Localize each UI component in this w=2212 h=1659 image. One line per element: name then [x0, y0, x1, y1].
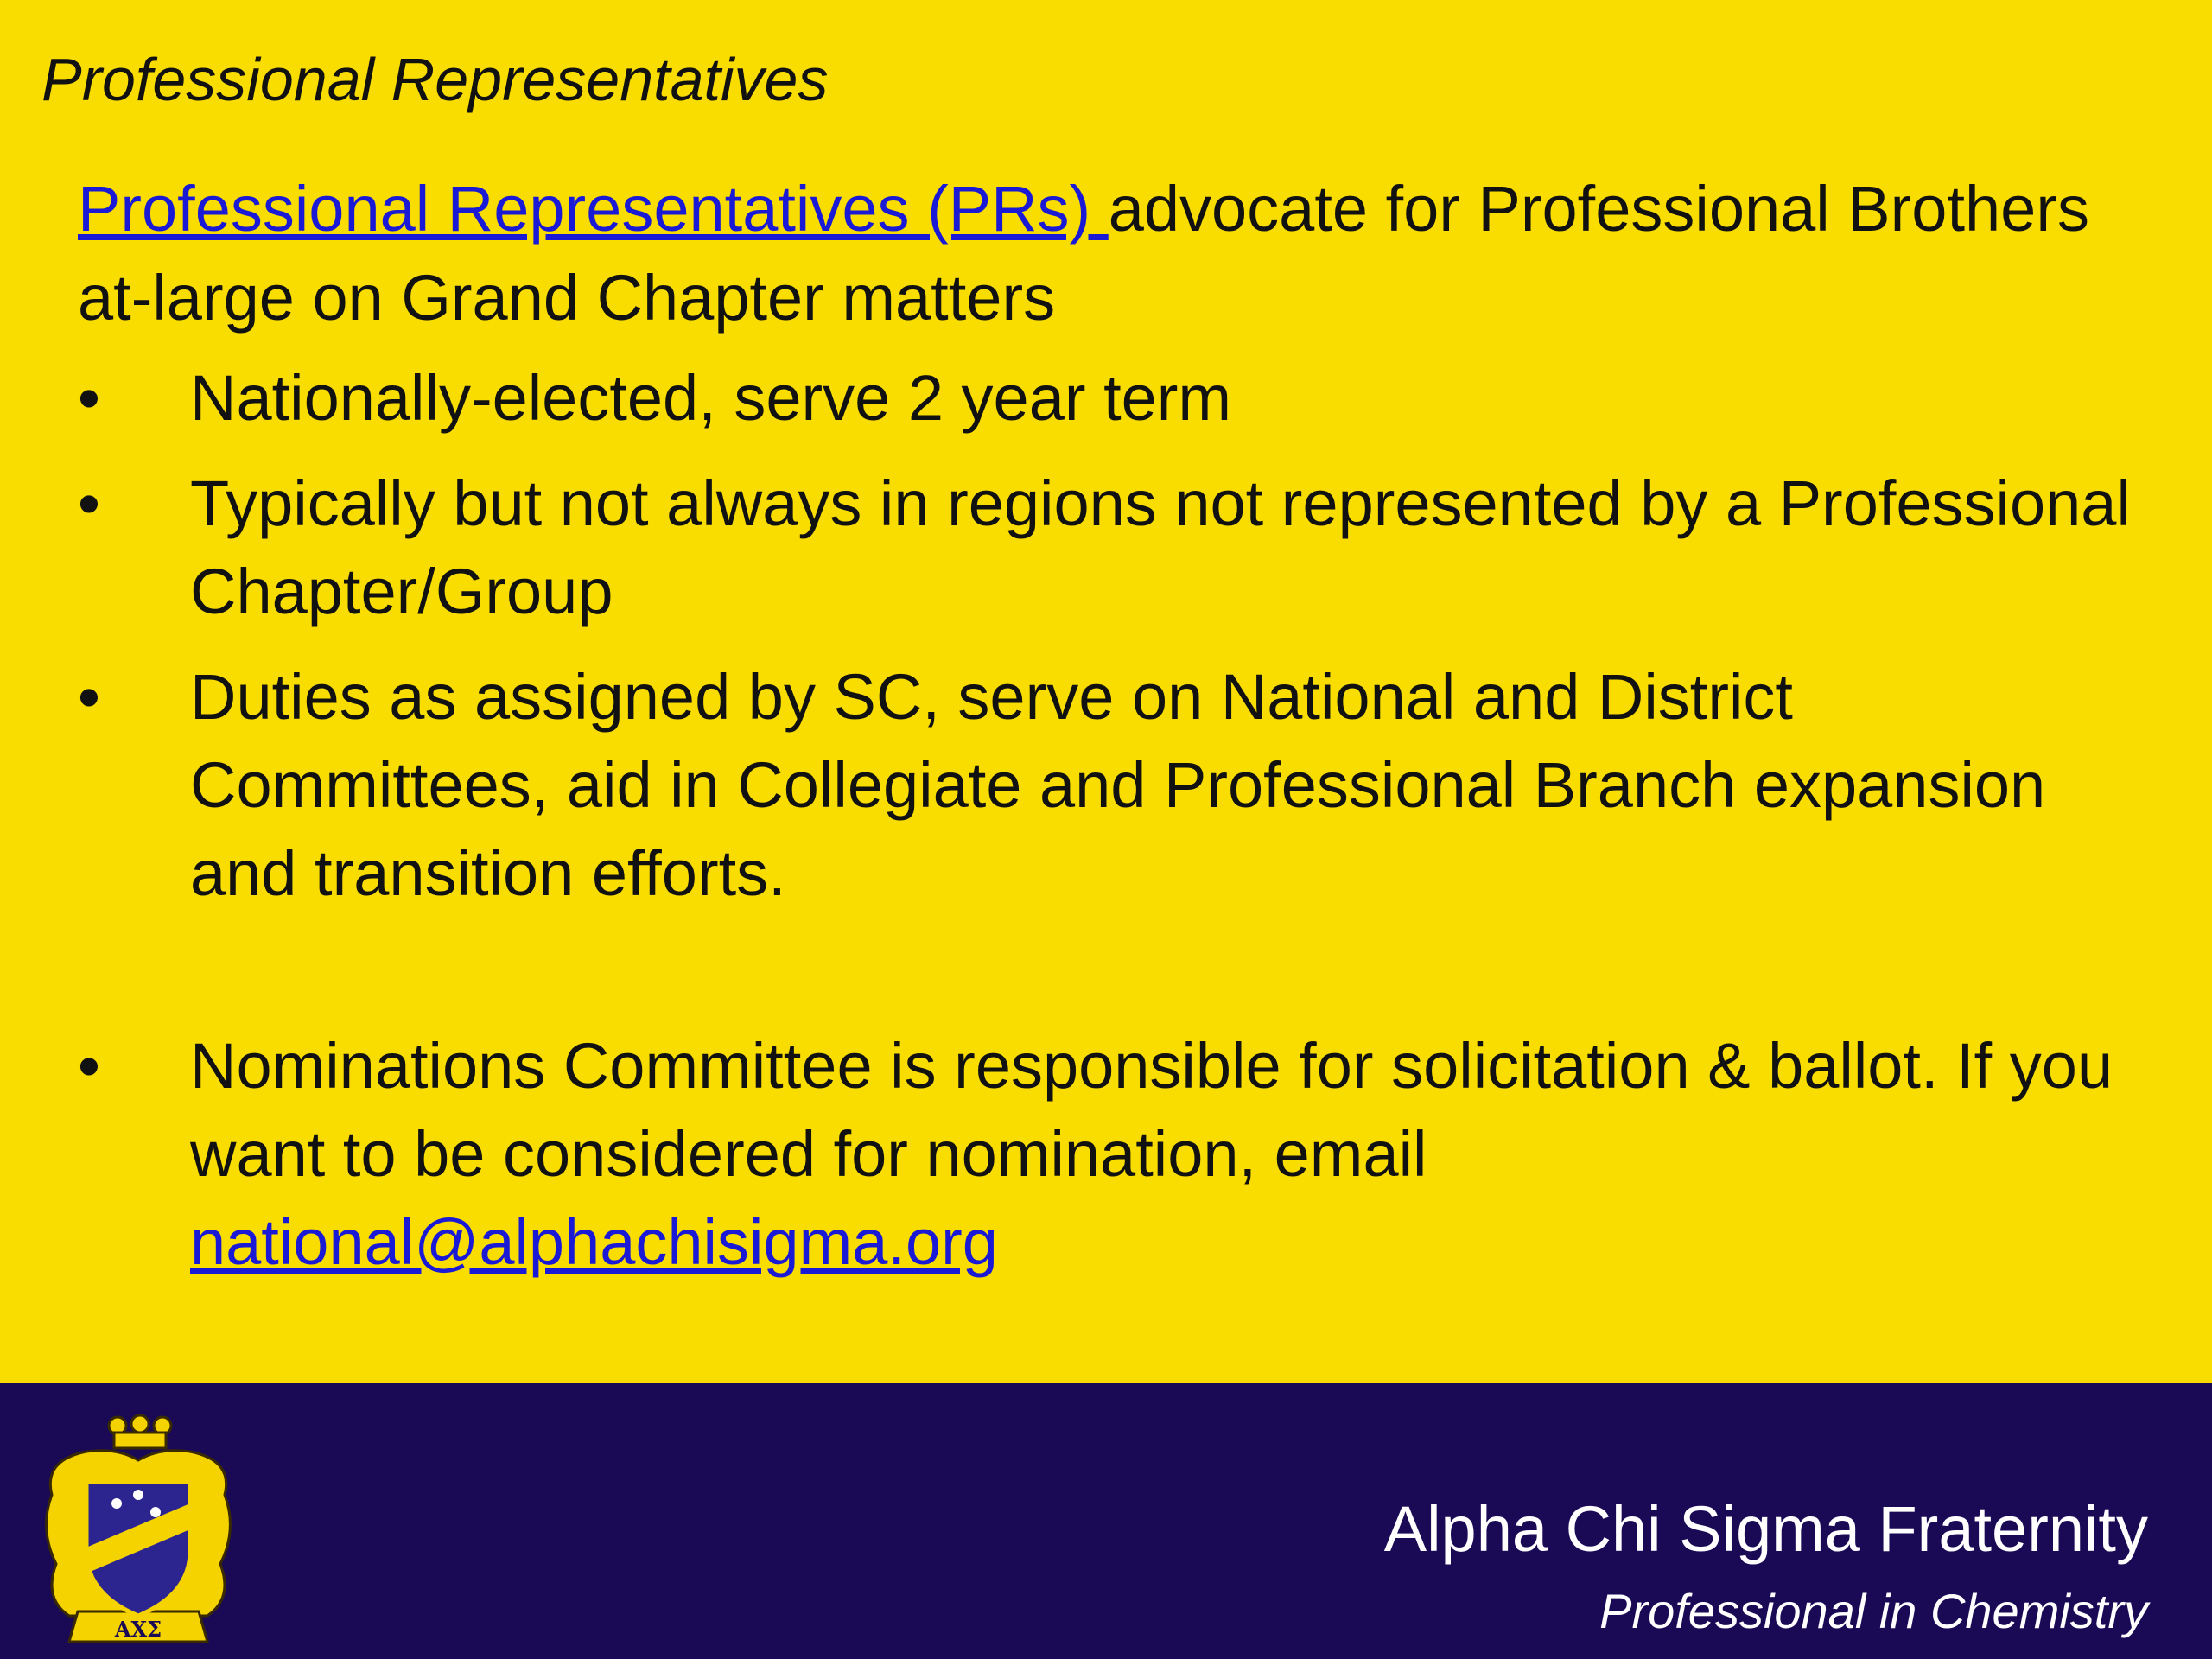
bullet-text: Typically but not always in regions not represented by a Professional Chapter/Group [190, 467, 2131, 627]
bullet-item [78, 1022, 2134, 1287]
bullet-list [78, 354, 2134, 1287]
bullet-item [78, 354, 2134, 442]
bullet-icon: • [78, 362, 100, 434]
crest-logo [35, 1400, 242, 1650]
email-link[interactable]: national@alphachisigma.org [190, 1206, 998, 1278]
bullet-item [78, 460, 2134, 636]
intro-paragraph [78, 164, 2134, 342]
intro-text: advocate for Professional Brothers at-large on Grand Chapter matters [78, 173, 2089, 334]
crest-letters: ΑΧΣ [114, 1617, 162, 1642]
bullet-icon: • [78, 661, 100, 733]
brand-name: Alpha Chi Sigma Fraternity [1383, 1493, 2148, 1565]
bullet-icon: • [78, 1030, 100, 1102]
pr-link[interactable]: Professional Representatives (PRs) [78, 173, 1109, 245]
slide-content [78, 164, 2134, 1287]
brand-tagline: Professional in Chemistry [1599, 1584, 2148, 1638]
slide-title: Professional Representatives [41, 46, 829, 113]
bullet-text: Duties as assigned by SC, serve on National and District Committees, aid in Collegiate and Professional Branch expansion and transition efforts. [190, 661, 2046, 909]
footer-bar [0, 1382, 2212, 1659]
crest-icon [35, 1400, 242, 1650]
bullet-icon: • [78, 467, 100, 539]
bullet-text: Nationally-elected, serve 2 year term [190, 362, 1232, 434]
brand-block [1384, 1491, 2148, 1646]
bullet-item [78, 653, 2134, 918]
bullet-text: Nominations Committee is responsible for solicitation & ballot. If you want to be considered for nomination, email [190, 1030, 2113, 1190]
